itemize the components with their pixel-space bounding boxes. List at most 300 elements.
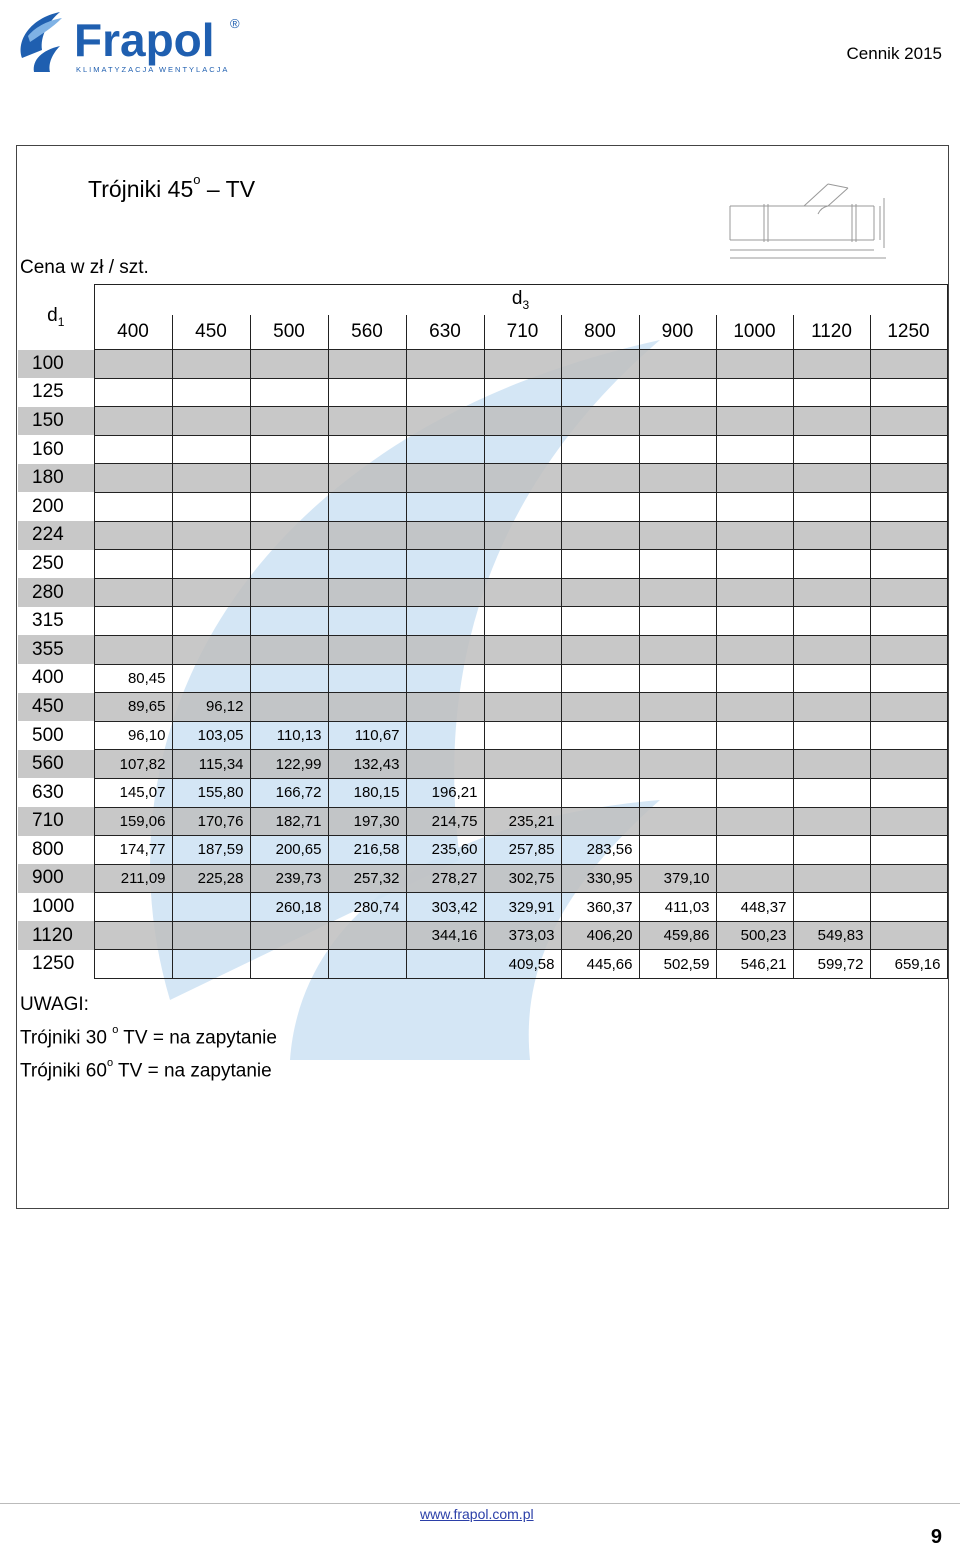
price-cell xyxy=(561,464,639,493)
price-cell xyxy=(716,664,793,693)
price-cell xyxy=(406,350,484,379)
price-cell xyxy=(639,464,716,493)
website-link[interactable]: www.frapol.com.pl xyxy=(420,1506,534,1522)
price-cell: 216,58 xyxy=(328,836,406,865)
price-cell xyxy=(172,521,250,550)
page-number: 9 xyxy=(930,1526,942,1548)
price-cell: 107,82 xyxy=(94,750,172,779)
price-cell xyxy=(870,635,947,664)
price-cell xyxy=(328,435,406,464)
price-cell: 110,67 xyxy=(328,721,406,750)
price-cell xyxy=(250,921,328,950)
price-cell: 96,10 xyxy=(94,721,172,750)
price-cell xyxy=(328,950,406,979)
svg-text:®: ® xyxy=(230,16,240,31)
price-cell xyxy=(793,550,870,579)
d1-header: $d_1$ xyxy=(47,305,65,329)
price-cell xyxy=(94,521,172,550)
column-header-row xyxy=(18,315,947,350)
price-cell xyxy=(716,864,793,893)
price-cell: 260,18 xyxy=(250,893,328,922)
table-row xyxy=(18,607,947,636)
price-cell xyxy=(639,407,716,436)
row-label: 900 xyxy=(18,864,94,893)
price-cell xyxy=(484,607,561,636)
note-30: Trójniki 30 $^o$ TV = na zapytanie xyxy=(20,1024,277,1049)
price-cell xyxy=(716,750,793,779)
price-cell xyxy=(793,893,870,922)
price-cell: 225,28 xyxy=(172,864,250,893)
table-row xyxy=(18,836,947,865)
row-label: 1000 xyxy=(32,896,75,918)
price-cell xyxy=(328,550,406,579)
column-header: 800 xyxy=(561,315,639,350)
table-row xyxy=(18,693,947,722)
price-cell: 155,80 xyxy=(172,778,250,807)
price-cell: 96,12 xyxy=(172,693,250,722)
column-header: 400 xyxy=(94,315,172,350)
table-row xyxy=(18,921,947,950)
price-cell: 174,77 xyxy=(94,836,172,865)
price-cell xyxy=(484,435,561,464)
price-cell xyxy=(639,550,716,579)
price-cell xyxy=(94,950,172,979)
price-cell xyxy=(328,492,406,521)
price-cell xyxy=(172,435,250,464)
price-cell xyxy=(94,492,172,521)
price-cell xyxy=(870,578,947,607)
row-label: 630 xyxy=(32,781,64,803)
price-cell xyxy=(250,521,328,550)
price-cell xyxy=(484,550,561,579)
column-header: 900 xyxy=(639,315,716,350)
price-cell xyxy=(561,492,639,521)
price-cell: 103,05 xyxy=(172,721,250,750)
d3-header: $d_3$ xyxy=(94,285,947,316)
price-cell: 257,85 xyxy=(484,836,561,865)
price-cell xyxy=(870,521,947,550)
price-cell xyxy=(561,407,639,436)
row-label: 710 xyxy=(18,807,94,836)
price-cell: 411,03 xyxy=(639,893,716,922)
price-cell xyxy=(793,521,870,550)
price-table xyxy=(18,284,948,979)
price-cell xyxy=(639,836,716,865)
price-cell: 214,75 xyxy=(406,807,484,836)
price-cell xyxy=(561,664,639,693)
price-cell xyxy=(793,464,870,493)
notes-heading: UWAGI: xyxy=(20,994,89,1015)
price-cell xyxy=(639,693,716,722)
price-cell xyxy=(639,750,716,779)
price-cell: 197,30 xyxy=(328,807,406,836)
price-cell: 329,91 xyxy=(484,893,561,922)
price-cell: 200,65 xyxy=(250,836,328,865)
price-cell xyxy=(793,721,870,750)
price-cell xyxy=(172,635,250,664)
price-cell xyxy=(406,521,484,550)
table-row xyxy=(18,778,947,807)
price-cell xyxy=(639,492,716,521)
price-cell xyxy=(172,664,250,693)
price-cell xyxy=(94,350,172,379)
price-cell xyxy=(561,607,639,636)
price-cell xyxy=(250,950,328,979)
price-cell xyxy=(870,893,947,922)
price-cell xyxy=(328,521,406,550)
price-cell xyxy=(870,492,947,521)
price-cell xyxy=(172,378,250,407)
table-row xyxy=(18,864,947,893)
price-unit-label: Cena w zł / szt. xyxy=(20,257,149,278)
price-cell xyxy=(328,407,406,436)
row-label: 1120 xyxy=(18,921,94,950)
column-header: 1250 xyxy=(870,315,947,350)
price-cell: 330,95 xyxy=(561,864,639,893)
price-cell: 500,23 xyxy=(716,921,793,950)
price-cell xyxy=(639,721,716,750)
frapol-logo xyxy=(12,6,252,76)
price-cell xyxy=(328,378,406,407)
price-cell xyxy=(484,464,561,493)
price-cell xyxy=(793,693,870,722)
row-label: 450 xyxy=(18,693,94,722)
table-row xyxy=(18,750,947,779)
row-label: 200 xyxy=(32,495,64,517)
price-cell xyxy=(793,578,870,607)
price-cell xyxy=(328,635,406,664)
price-cell xyxy=(870,807,947,836)
price-cell xyxy=(639,578,716,607)
price-cell xyxy=(870,778,947,807)
row-label: 400 xyxy=(32,667,64,689)
price-cell xyxy=(94,550,172,579)
price-cell xyxy=(172,492,250,521)
price-cell xyxy=(484,350,561,379)
price-cell xyxy=(328,350,406,379)
price-cell xyxy=(250,350,328,379)
price-cell xyxy=(328,607,406,636)
row-label: 315 xyxy=(32,610,64,632)
price-cell: 406,20 xyxy=(561,921,639,950)
price-cell xyxy=(172,578,250,607)
tee-diagram xyxy=(724,178,890,264)
price-cell xyxy=(406,664,484,693)
price-cell xyxy=(561,578,639,607)
price-cell xyxy=(484,778,561,807)
price-cell xyxy=(793,864,870,893)
price-cell xyxy=(406,464,484,493)
price-cell xyxy=(406,950,484,979)
row-label: 150 xyxy=(18,407,94,436)
price-cell xyxy=(484,492,561,521)
price-cell xyxy=(406,578,484,607)
price-cell xyxy=(870,607,947,636)
price-cell: 283,56 xyxy=(561,836,639,865)
price-cell xyxy=(793,607,870,636)
price-cell: 278,27 xyxy=(406,864,484,893)
price-cell xyxy=(172,550,250,579)
price-cell xyxy=(94,378,172,407)
price-cell: 373,03 xyxy=(484,921,561,950)
table-row xyxy=(18,950,947,979)
price-cell xyxy=(716,492,793,521)
column-header: 560 xyxy=(328,315,406,350)
price-cell xyxy=(250,693,328,722)
svg-text:Frapol: Frapol xyxy=(74,14,215,66)
price-cell xyxy=(716,435,793,464)
price-cell: 166,72 xyxy=(250,778,328,807)
price-cell xyxy=(94,578,172,607)
price-cell xyxy=(484,750,561,779)
row-label: 224 xyxy=(18,521,94,550)
price-cell xyxy=(870,721,947,750)
price-cell xyxy=(793,350,870,379)
table-row xyxy=(18,407,947,436)
price-cell: 235,21 xyxy=(484,807,561,836)
price-cell xyxy=(406,435,484,464)
price-cell xyxy=(406,750,484,779)
price-cell: 89,65 xyxy=(94,693,172,722)
price-cell: 159,06 xyxy=(94,807,172,836)
price-cell xyxy=(870,550,947,579)
price-cell xyxy=(870,464,947,493)
price-cell: 235,60 xyxy=(406,836,484,865)
row-label: 160 xyxy=(32,438,64,460)
price-cell: 409,58 xyxy=(484,950,561,979)
price-cell xyxy=(716,550,793,579)
price-cell xyxy=(793,807,870,836)
price-cell xyxy=(250,407,328,436)
price-cell xyxy=(870,921,947,950)
price-cell xyxy=(870,750,947,779)
table-row xyxy=(18,378,947,407)
price-cell xyxy=(172,407,250,436)
price-cell xyxy=(250,492,328,521)
price-cell: 302,75 xyxy=(484,864,561,893)
table-row xyxy=(18,550,947,579)
table-row xyxy=(18,721,947,750)
price-cell xyxy=(716,378,793,407)
price-cell xyxy=(870,350,947,379)
table-row xyxy=(18,464,947,493)
price-cell xyxy=(94,464,172,493)
price-cell xyxy=(870,836,947,865)
price-cell xyxy=(172,950,250,979)
price-cell: 599,72 xyxy=(793,950,870,979)
price-cell xyxy=(561,750,639,779)
row-label: 125 xyxy=(32,381,64,403)
price-cell xyxy=(484,521,561,550)
price-cell xyxy=(484,378,561,407)
price-cell xyxy=(793,407,870,436)
price-cell xyxy=(793,635,870,664)
price-cell xyxy=(250,635,328,664)
price-cell: 122,99 xyxy=(250,750,328,779)
column-header: 1120 xyxy=(793,315,870,350)
price-cell xyxy=(639,435,716,464)
price-cell xyxy=(172,464,250,493)
price-cell xyxy=(328,464,406,493)
price-cell xyxy=(172,350,250,379)
price-cell xyxy=(639,378,716,407)
price-cell xyxy=(561,378,639,407)
price-cell xyxy=(406,492,484,521)
price-cell xyxy=(250,578,328,607)
price-cell: 115,34 xyxy=(172,750,250,779)
price-cell: 187,59 xyxy=(172,836,250,865)
price-cell: 257,32 xyxy=(328,864,406,893)
notes-section xyxy=(20,990,277,1086)
price-cell: 110,13 xyxy=(250,721,328,750)
price-cell xyxy=(716,407,793,436)
price-cell xyxy=(406,635,484,664)
price-cell xyxy=(793,778,870,807)
price-cell xyxy=(250,550,328,579)
price-cell xyxy=(172,607,250,636)
price-cell xyxy=(870,864,947,893)
price-cell xyxy=(328,578,406,607)
price-cell: 546,21 xyxy=(716,950,793,979)
price-cell xyxy=(870,407,947,436)
price-cell: 448,37 xyxy=(716,893,793,922)
price-cell xyxy=(716,464,793,493)
price-cell xyxy=(406,721,484,750)
price-cell xyxy=(561,435,639,464)
price-cell xyxy=(639,664,716,693)
column-header: 500 xyxy=(250,315,328,350)
svg-text:KLIMATYZACJA WENTYLACJA: KLIMATYZACJA WENTYLACJA xyxy=(76,65,230,74)
price-cell xyxy=(484,693,561,722)
price-cell: 145,07 xyxy=(94,778,172,807)
price-cell xyxy=(716,721,793,750)
row-label: 500 xyxy=(32,724,64,746)
price-cell xyxy=(561,550,639,579)
table-row xyxy=(18,893,947,922)
price-cell xyxy=(870,693,947,722)
price-cell: 445,66 xyxy=(561,950,639,979)
row-label: 800 xyxy=(32,838,64,860)
note-60: Trójniki 60$^o$ TV = na zapytanie xyxy=(20,1057,272,1082)
price-cell: 303,42 xyxy=(406,893,484,922)
price-cell: 280,74 xyxy=(328,893,406,922)
price-cell xyxy=(484,578,561,607)
price-cell: 132,43 xyxy=(328,750,406,779)
price-cell xyxy=(406,693,484,722)
price-cell: 170,76 xyxy=(172,807,250,836)
footer-divider xyxy=(0,1503,960,1504)
price-cell xyxy=(328,693,406,722)
row-label: 100 xyxy=(18,350,94,379)
row-label: 560 xyxy=(18,750,94,779)
table-row xyxy=(18,435,947,464)
price-cell xyxy=(484,664,561,693)
price-cell xyxy=(94,435,172,464)
table-row xyxy=(18,807,947,836)
price-cell xyxy=(250,378,328,407)
price-cell xyxy=(250,607,328,636)
price-cell xyxy=(250,435,328,464)
price-cell: 659,16 xyxy=(870,950,947,979)
price-cell xyxy=(793,435,870,464)
price-cell xyxy=(94,407,172,436)
table-row xyxy=(18,578,947,607)
price-cell: 502,59 xyxy=(639,950,716,979)
row-label: 180 xyxy=(18,464,94,493)
price-cell xyxy=(639,350,716,379)
price-cell xyxy=(561,350,639,379)
price-cell xyxy=(716,693,793,722)
column-header: 1000 xyxy=(716,315,793,350)
column-header: 710 xyxy=(484,315,561,350)
price-cell xyxy=(250,464,328,493)
price-cell: 182,71 xyxy=(250,807,328,836)
price-cell xyxy=(639,635,716,664)
price-cell xyxy=(250,664,328,693)
price-cell xyxy=(639,607,716,636)
table-row xyxy=(18,664,947,693)
price-cell xyxy=(870,378,947,407)
catalog-label: Cennik 2015 xyxy=(846,44,942,63)
product-title: Trójniki 45$^o$ – TV xyxy=(88,172,256,202)
price-cell xyxy=(172,893,250,922)
price-cell xyxy=(639,807,716,836)
price-cell xyxy=(561,693,639,722)
price-cell: 459,86 xyxy=(639,921,716,950)
price-cell xyxy=(561,778,639,807)
price-cell: 344,16 xyxy=(406,921,484,950)
price-cell xyxy=(484,635,561,664)
price-cell xyxy=(793,664,870,693)
d3-header-row xyxy=(18,285,947,316)
price-cell xyxy=(793,750,870,779)
price-cell xyxy=(94,635,172,664)
table-row xyxy=(18,350,947,379)
price-cell: 180,15 xyxy=(328,778,406,807)
column-header: 630 xyxy=(406,315,484,350)
price-cell xyxy=(561,721,639,750)
table-row xyxy=(18,492,947,521)
price-cell xyxy=(94,921,172,950)
price-cell xyxy=(328,921,406,950)
price-cell xyxy=(484,407,561,436)
price-cell xyxy=(716,521,793,550)
price-cell xyxy=(870,664,947,693)
price-cell xyxy=(639,778,716,807)
price-cell xyxy=(561,521,639,550)
row-label: 355 xyxy=(18,635,94,664)
price-cell: 239,73 xyxy=(250,864,328,893)
price-cell xyxy=(793,378,870,407)
price-cell xyxy=(94,607,172,636)
price-cell xyxy=(716,578,793,607)
price-cell xyxy=(561,635,639,664)
price-cell xyxy=(94,893,172,922)
price-cell xyxy=(716,350,793,379)
price-cell xyxy=(328,664,406,693)
price-cell xyxy=(716,807,793,836)
price-cell xyxy=(870,435,947,464)
price-cell: 80,45 xyxy=(94,664,172,693)
price-cell: 379,10 xyxy=(639,864,716,893)
price-cell xyxy=(406,550,484,579)
price-cell xyxy=(484,721,561,750)
price-cell: 211,09 xyxy=(94,864,172,893)
price-cell xyxy=(716,778,793,807)
table-row xyxy=(18,521,947,550)
price-cell xyxy=(406,378,484,407)
table-row xyxy=(18,635,947,664)
